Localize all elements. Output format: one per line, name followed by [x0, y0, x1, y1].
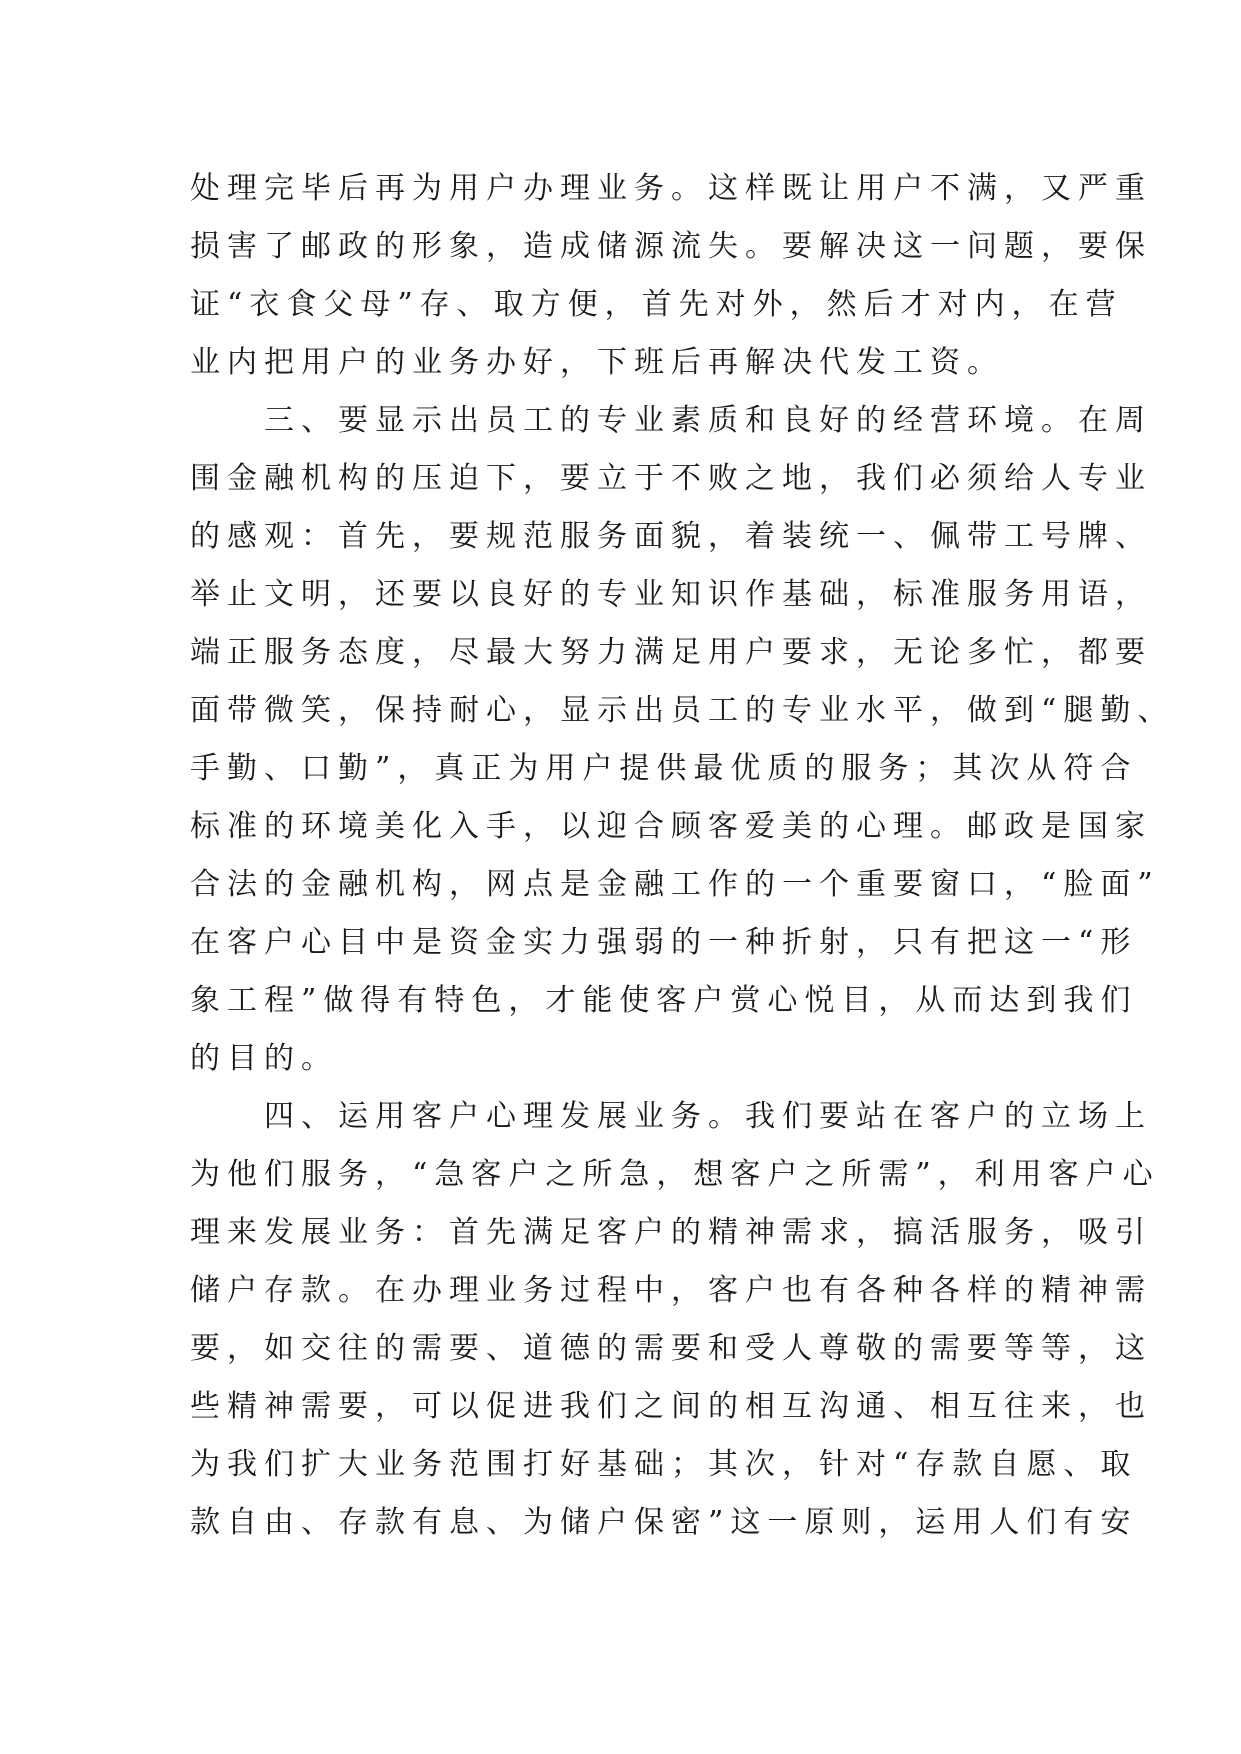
text-line: 举止文明，还要以良好的专业知识作基础，标准服务用语， — [190, 577, 1152, 612]
text-line-first: 三、要显示出员工的专业素质和良好的经营环境。在周 — [264, 403, 1152, 438]
text-line: 业内把用户的业务办好，下班后再解决代发工资。 — [190, 345, 1004, 380]
text-line: 标准的环境美化入手，以迎合顾客爱美的心理。邮政是国家 — [190, 809, 1152, 844]
text-line: 款自由、存款有息、为储户保密”这一原则，运用人们有安 — [190, 1505, 1138, 1540]
paragraph-1 — [190, 160, 1152, 392]
text-line: 理来发展业务：首先满足客户的精神需求，搞活服务，吸引 — [190, 1215, 1152, 1250]
text-line: 为我们扩大业务范围打好基础；其次，针对“存款自愿、取 — [190, 1447, 1138, 1482]
text-line: 象工程”做得有特色，才能使客户赏心悦目，从而达到我们 — [190, 983, 1138, 1018]
text-line: 围金融机构的压迫下，要立于不败之地，我们必须给人专业 — [190, 461, 1152, 496]
text-line: 处理完毕后再为用户办理业务。这样既让用户不满，又严重 — [190, 171, 1152, 206]
text-line-first: 四、运用客户心理发展业务。我们要站在客户的立场上 — [264, 1099, 1152, 1134]
text-line: 的目的。 — [190, 1041, 338, 1076]
text-line: 储户存款。在办理业务过程中，客户也有各种各样的精神需 — [190, 1273, 1152, 1308]
text-line: 损害了邮政的形象，造成储源流失。要解决这一问题，要保 — [190, 229, 1152, 264]
text-line: 证“衣食父母”存、取方便，首先对外，然后才对内，在营 — [190, 287, 1123, 322]
text-line: 合法的金融机构，网点是金融工作的一个重要窗口，“脸面” — [190, 867, 1160, 902]
text-line: 手勤、口勤”，真正为用户提供最优质的服务；其次从符合 — [190, 751, 1138, 786]
text-line: 端正服务态度，尽最大努力满足用户要求，无论多忙，都要 — [190, 635, 1152, 670]
text-line: 的感观：首先，要规范服务面貌，着装统一、佩带工号牌、 — [190, 519, 1152, 554]
text-line: 要，如交往的需要、道德的需要和受人尊敬的需要等等，这 — [190, 1331, 1152, 1366]
text-line: 些精神需要，可以促进我们之间的相互沟通、相互往来，也 — [190, 1389, 1152, 1424]
body-text — [190, 160, 1175, 1552]
paragraph-2 — [190, 392, 1175, 1088]
text-line: 为他们服务，“急客户之所急，想客户之所需”，利用客户心 — [190, 1157, 1160, 1192]
paragraph-3 — [190, 1088, 1160, 1552]
text-line: 在客户心目中是资金实力强弱的一种折射，只有把这一“形 — [190, 925, 1138, 960]
text-line: 面带微笑，保持耐心，显示出员工的专业水平，做到“腿勤、 — [190, 693, 1175, 728]
